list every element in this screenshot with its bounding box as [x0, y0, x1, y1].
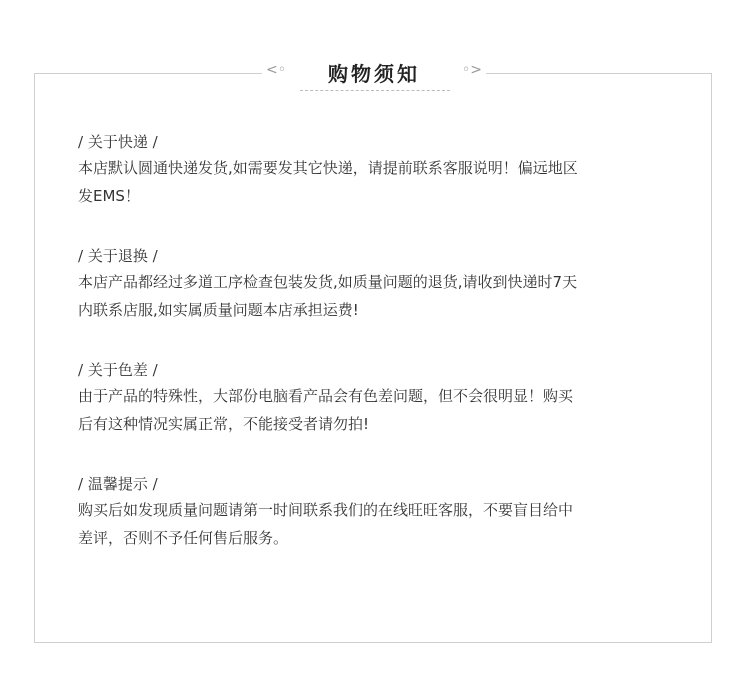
section-heading: / 关于退换 /	[78, 247, 158, 265]
page-title: 购物须知	[328, 62, 420, 86]
frame-top-line-right	[486, 73, 712, 74]
ornament-left-icon: <◦	[266, 62, 286, 78]
section-tips	[78, 472, 688, 552]
section-heading: / 关于色差 /	[78, 361, 158, 379]
body-line: 差评，否则不予任何售后服务。	[78, 529, 289, 547]
body-line: 购买后如发现质量问题请第一时间联系我们的在线旺旺客服，不要盲目给中	[78, 501, 574, 519]
section-heading: / 温馨提示 /	[78, 475, 158, 493]
ornament-right-icon: ◦>	[462, 62, 482, 78]
section-body	[78, 268, 688, 324]
notice-content	[78, 130, 688, 586]
section-shipping	[78, 130, 688, 210]
body-line: 发EMS！	[78, 187, 140, 205]
section-heading: / 关于快递 /	[78, 133, 158, 151]
title-block	[262, 56, 486, 96]
section-returns	[78, 244, 688, 324]
body-line: 本店默认圆通快递发货,如需要发其它快递，请提前联系客服说明！偏远地区	[78, 159, 578, 177]
section-color-difference	[78, 358, 688, 438]
frame-top-line-left	[34, 73, 262, 74]
section-body	[78, 154, 688, 210]
body-line: 后有这种情况实属正常，不能接受者请勿拍!	[78, 415, 370, 433]
section-body	[78, 496, 688, 552]
section-body	[78, 382, 688, 438]
title-dashed-underline	[300, 90, 450, 91]
body-line: 本店产品都经过多道工序检查包装发货,如质量问题的退货,请收到快递时7天	[78, 273, 578, 291]
body-line: 由于产品的特殊性，大部份电脑看产品会有色差问题，但不会很明显！购买	[78, 387, 574, 405]
body-line: 内联系店服,如实属质量问题本店承担运费!	[78, 301, 359, 319]
